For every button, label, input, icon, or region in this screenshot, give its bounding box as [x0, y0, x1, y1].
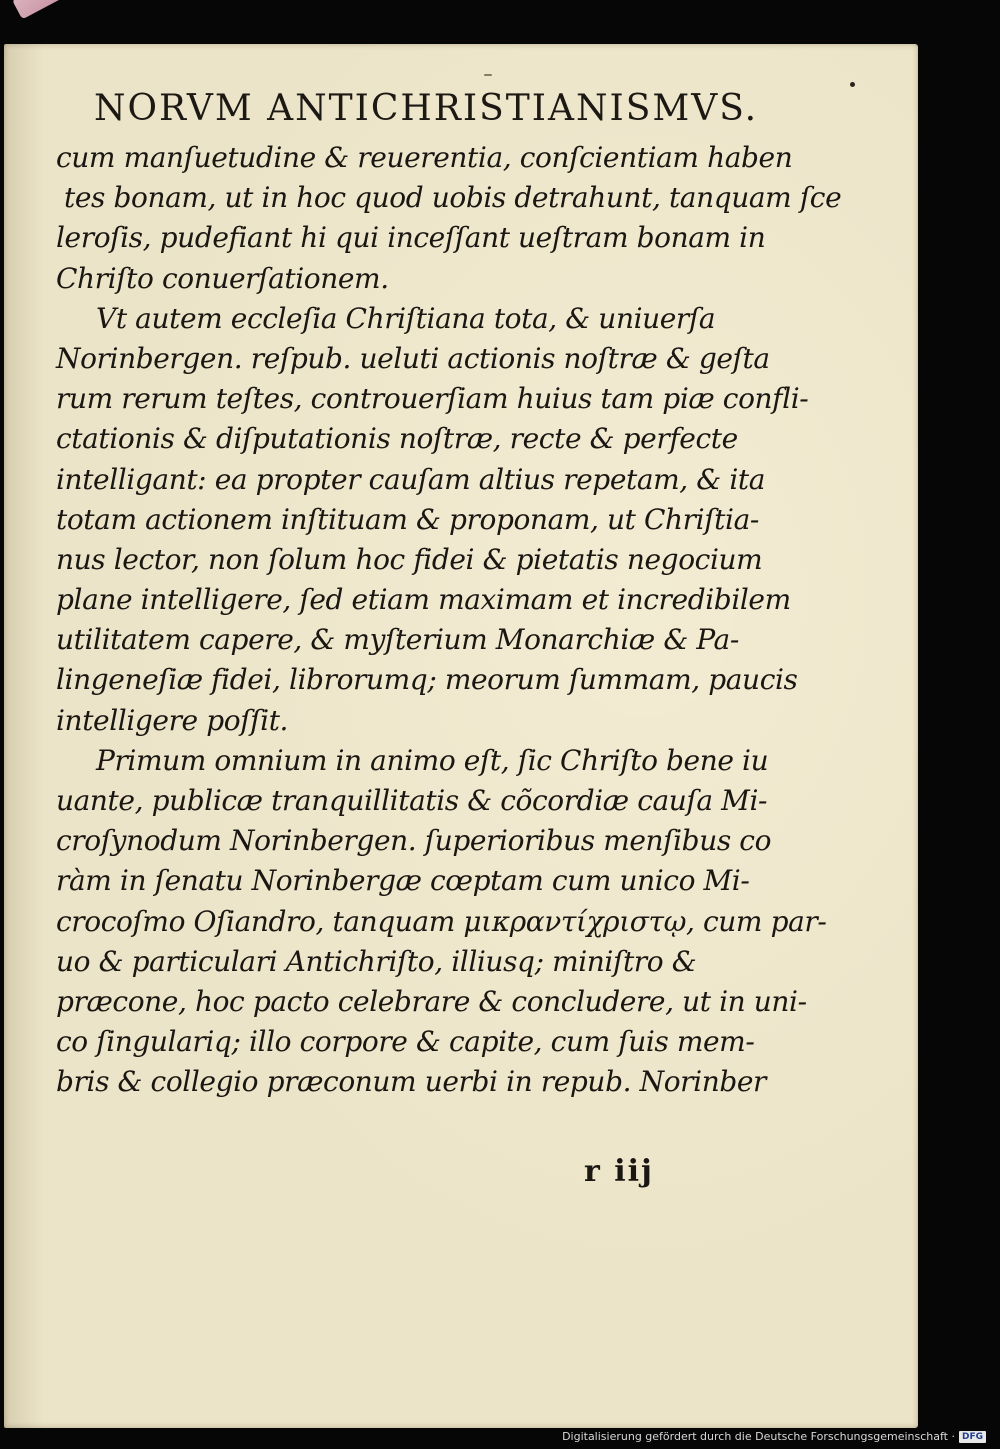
- footer-text: Digitalisierung gefördert durch die Deutsche Forschungsgemeinschaft ·: [562, 1430, 955, 1443]
- text-line: uante, publicæ tranquillitatis & cõcordiæ cauſa Mi-: [56, 784, 768, 817]
- bookmark-ribbon: [12, 0, 91, 19]
- signature-mark: r iij: [584, 1154, 654, 1189]
- text-block: [56, 138, 842, 1103]
- text-line: uo & particulari Antichriſto, illiusq; miniſtro &: [56, 944, 697, 978]
- running-head: NORVM ANTICHRISTIANISMVS.: [94, 88, 759, 129]
- dfg-logo: DFG: [959, 1431, 986, 1443]
- text-line: ctationis & diſputationis noſtræ, recte & perfecte: [56, 422, 738, 456]
- text-line: Chriſto conuerſationem.: [56, 261, 389, 295]
- text-line: crocoſmo Oſiandro, tanquam μικραντίχριστῳ, cum par-: [56, 904, 827, 938]
- ink-speck: [484, 74, 492, 76]
- text-line: præcone, hoc pacto celebrare & concludere, ut in uni-: [56, 984, 807, 1018]
- text-line: intelligere poſſit.: [56, 703, 289, 737]
- text-line: Norinbergen. reſpub. ueluti actionis noſtræ & geſta: [56, 341, 770, 375]
- text-line: rum rerum teſtes, controuerſiam huius tam piæ confli-: [56, 382, 809, 416]
- text-line: intelligant: ea propter cauſam altius repetam, & ita: [56, 462, 766, 496]
- text-line: totam actionem inſtituam & proponam, ut Chriſtia-: [56, 502, 759, 536]
- text-line: nus lector, non ſolum hoc fidei & pietatis negocium: [56, 542, 763, 576]
- text-line: utilitatem capere, & myſterium Monarchiæ & Pa-: [56, 623, 739, 657]
- ink-speck: [850, 82, 855, 87]
- text-line: cum manſuetudine & reuerentia, conſcientiam haben: [56, 141, 793, 174]
- text-line: bris & collegio præconum uerbi in repub. Norinber: [56, 1065, 766, 1099]
- text-line: Primum omnium in animo eſt, ſic Chriſto bene iu: [96, 743, 769, 777]
- text-line: co ſingulariq; illo corpore & capite, cum ſuis mem-: [56, 1025, 755, 1059]
- text-line: leroſis, pudefiant hi qui inceſſant ueſtram bonam in: [56, 221, 766, 255]
- text-line: lingeneſiæ fidei, librorumq; meorum ſummam, paucis: [56, 663, 798, 697]
- text-line: ràm in ſenatu Norinbergæ cœptam cum unico Mi-: [56, 864, 750, 898]
- text-line: tes bonam, ut in hoc quod uobis detrahunt, tanquam ſce: [64, 181, 842, 215]
- text-line: plane intelligere, ſed etiam maximam et incredibilem: [56, 583, 791, 617]
- digitization-footer: [562, 1430, 986, 1443]
- text-line: Vt autem eccleſia Chriſtiana tota, & uniuerſa: [96, 301, 716, 335]
- text-line: croſynodum Norinbergen. ſuperioribus menſibus co: [56, 824, 772, 858]
